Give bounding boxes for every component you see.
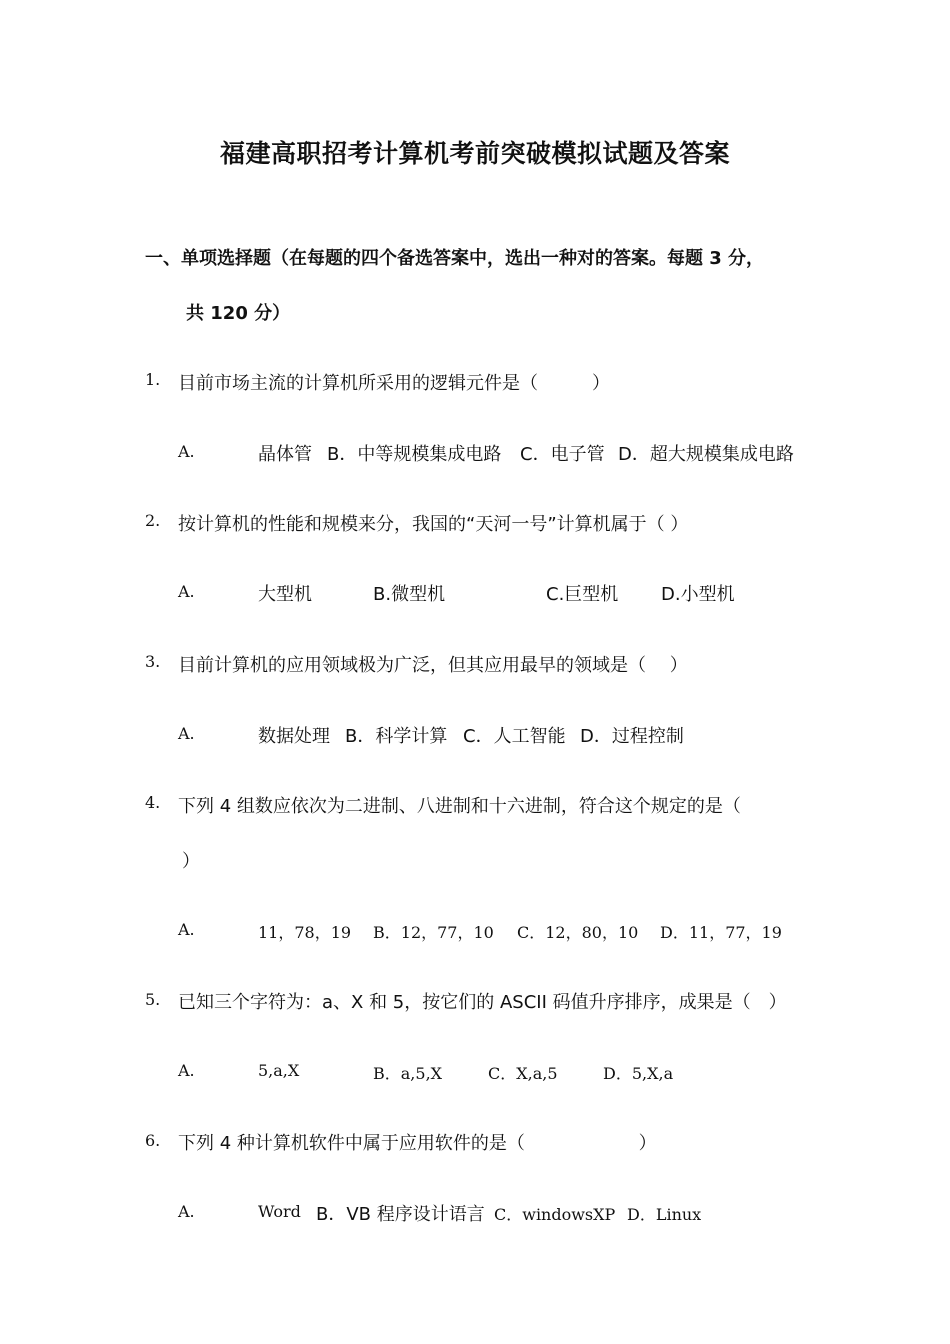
section-heading-cont: 共 120 分） bbox=[186, 303, 291, 324]
option-b: B．科学计算 bbox=[345, 726, 448, 747]
option-label: A. bbox=[178, 724, 195, 743]
option-a-text: 大型机 bbox=[258, 584, 312, 605]
option-label: A. bbox=[178, 1202, 195, 1221]
question-text: 按计算机的性能和规模来分，我国的“天河一号”计算机属于（ ） bbox=[178, 514, 689, 535]
option-a-text: 5,a,X bbox=[258, 1061, 300, 1080]
question-text: 目前市场主流的计算机所采用的逻辑元件是（ ） bbox=[178, 373, 610, 394]
option-d: D.小型机 bbox=[661, 584, 735, 605]
question-number: 6. bbox=[145, 1131, 161, 1150]
option-label: A. bbox=[178, 582, 195, 601]
option-label: A. bbox=[178, 442, 195, 461]
question-number: 2. bbox=[145, 511, 161, 530]
question-number: 4. bbox=[145, 793, 161, 812]
question-text: 已知三个字符为：a、X 和 5，按它们的 ASCII 码值升序排序，成果是（ ） bbox=[178, 992, 787, 1013]
option-c: C.巨型机 bbox=[546, 584, 619, 605]
option-c: C．12，80，10 bbox=[517, 923, 639, 942]
option-label: A. bbox=[178, 920, 195, 939]
question-text-cont: ） bbox=[182, 851, 200, 872]
option-b: B．VB 程序设计语言 bbox=[316, 1204, 485, 1225]
question-text: 目前计算机的应用领域极为广泛，但其应用最早的领域是（ ） bbox=[178, 655, 688, 676]
option-label: A. bbox=[178, 1061, 195, 1080]
option-a-text: 晶体管 bbox=[258, 444, 312, 465]
section-heading: 一、单项选择题（在每题的四个备选答案中，选出一种对的答案。每题 3 分， bbox=[145, 248, 765, 269]
option-d: D．Linux bbox=[627, 1205, 702, 1224]
option-d: D．5,X,a bbox=[603, 1064, 674, 1083]
option-c: C．电子管 bbox=[520, 444, 605, 465]
option-d: D．11，77，19 bbox=[660, 923, 782, 942]
option-d: D．超大规模集成电路 bbox=[618, 444, 794, 465]
option-a-text: 11，78，19 bbox=[258, 923, 352, 942]
option-b: B．12，77，10 bbox=[373, 923, 494, 942]
option-a-text: Word bbox=[258, 1202, 301, 1221]
option-c: C．人工智能 bbox=[463, 726, 566, 747]
page-title: 福建高职招考计算机考前突破模拟试题及答案 bbox=[219, 139, 730, 168]
question-text: 下列 4 组数应依次为二进制、八进制和十六进制，符合这个规定的是（ bbox=[178, 796, 741, 817]
question-number: 1. bbox=[145, 370, 161, 389]
option-a-text: 数据处理 bbox=[258, 726, 330, 747]
option-b: B．中等规模集成电路 bbox=[327, 444, 502, 465]
option-b: B．a,5,X bbox=[373, 1064, 443, 1083]
option-c: C．windowsXP bbox=[494, 1205, 616, 1224]
option-b: B.微型机 bbox=[373, 584, 446, 605]
option-d: D．过程控制 bbox=[580, 726, 684, 747]
option-c: C．X,a,5 bbox=[488, 1064, 558, 1083]
question-number: 3. bbox=[145, 652, 161, 671]
question-number: 5. bbox=[145, 990, 161, 1009]
question-text: 下列 4 种计算机软件中属于应用软件的是（ ） bbox=[178, 1133, 657, 1154]
